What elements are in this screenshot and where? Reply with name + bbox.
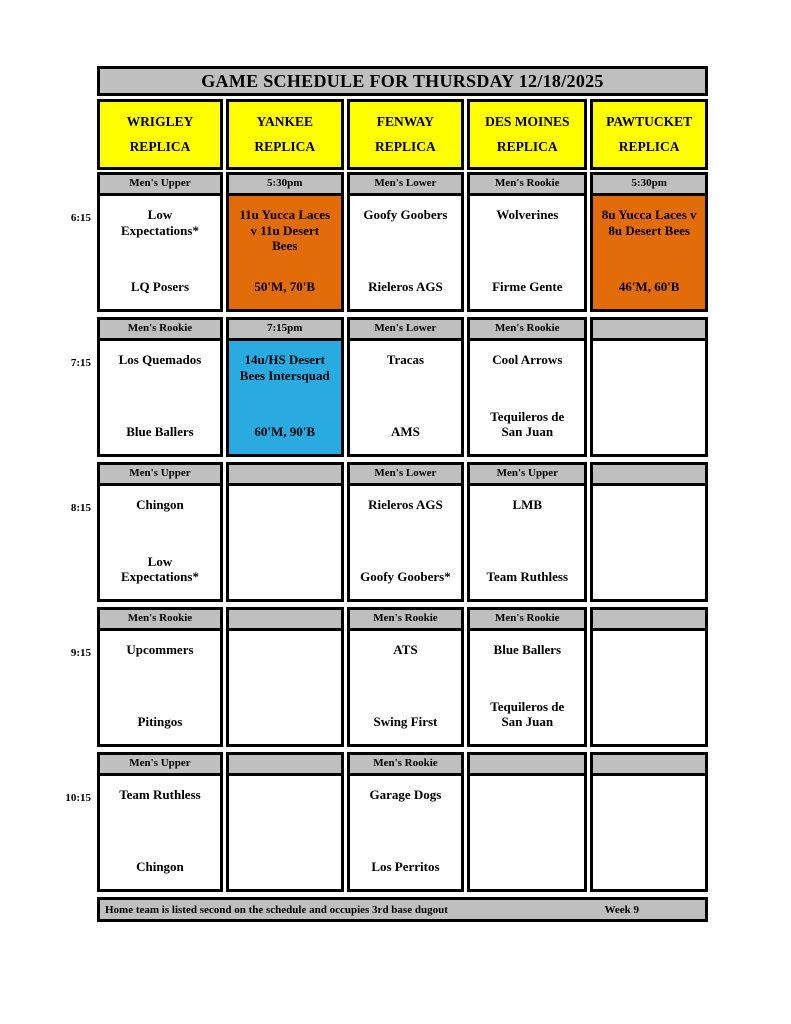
game-block	[467, 607, 587, 747]
empty-game-cell	[229, 631, 341, 744]
division-strip: Men's Lower	[350, 175, 462, 196]
division-strip: Men's Rookie	[470, 610, 584, 631]
empty-strip	[593, 610, 705, 631]
schedule-table	[65, 66, 708, 922]
empty-strip	[593, 465, 705, 486]
game-block	[347, 317, 465, 457]
game-cell	[350, 196, 462, 309]
field-type: REPLICA	[254, 138, 316, 154]
game-row-615	[70, 172, 708, 312]
game-cell	[100, 196, 220, 309]
game-block	[467, 317, 587, 457]
game-block	[590, 462, 708, 602]
game-block	[97, 172, 223, 312]
game-cell	[100, 631, 220, 744]
home-team-label: Chingon	[136, 859, 184, 875]
empty-game-cell	[593, 631, 705, 744]
game-block	[97, 752, 223, 892]
game-row-915	[70, 607, 708, 747]
division-strip: Men's Rookie	[470, 320, 584, 341]
game-block	[97, 462, 223, 602]
matchup-label: 8u Yucca Laces v 8u Desert Bees	[601, 207, 697, 238]
empty-game-cell	[593, 486, 705, 599]
game-block	[347, 462, 465, 602]
game-cell	[350, 341, 462, 454]
away-team-label: Los Quemados	[118, 352, 202, 367]
row-time-label: 10:15	[65, 792, 91, 804]
division-strip: Men's Upper	[100, 755, 220, 776]
away-team-label: ATS	[393, 642, 418, 657]
game-cell	[350, 776, 462, 889]
game-block	[590, 172, 708, 312]
game-block	[590, 317, 708, 457]
matchup-label: 14u/HS Desert Bees Intersquad	[239, 352, 330, 383]
field-type: REPLICA	[375, 138, 436, 154]
game-cell	[229, 196, 341, 309]
game-cell	[229, 341, 341, 454]
away-team-label: Team Ruthless	[119, 787, 201, 802]
field-name: PAWTUCKET	[606, 114, 693, 130]
game-cell	[470, 341, 584, 454]
footer-bar	[97, 897, 708, 922]
game-block	[467, 172, 587, 312]
away-team-label: Chingon	[136, 497, 184, 512]
away-team-label: Tracas	[386, 352, 425, 367]
game-block	[97, 607, 223, 747]
field-name: YANKEE	[256, 114, 314, 130]
field-header-yankee	[226, 99, 344, 170]
game-block	[590, 752, 708, 892]
home-team-label: Tequileros de San Juan	[490, 408, 565, 440]
away-team-label: Rieleros AGS	[368, 497, 443, 512]
game-block	[226, 752, 344, 892]
field-name: WRIGLEY	[126, 114, 194, 130]
away-team-label: Cool Arrows	[492, 352, 563, 367]
row-time-label: 7:15	[70, 357, 91, 369]
field-type: REPLICA	[496, 138, 558, 154]
empty-game-cell	[229, 486, 341, 599]
away-team-label: Goofy Goobers	[363, 207, 448, 222]
game-cell	[470, 486, 584, 599]
home-team-label: Team Ruthless	[486, 569, 569, 585]
empty-strip	[229, 610, 341, 631]
game-cell	[350, 486, 462, 599]
division-strip: Men's Rookie	[350, 610, 462, 631]
home-team-label: AMS	[390, 424, 420, 440]
home-team-label: Pitingos	[137, 714, 183, 730]
home-team-note: Home team is listed second on the schedule and occupies 3rd base dugout	[105, 903, 448, 916]
field-header-wrigley	[97, 99, 223, 170]
empty-strip	[229, 465, 341, 486]
field-dimensions-label: 50'M, 70'B	[254, 279, 316, 295]
field-dimensions-label: 46'M, 60'B	[618, 279, 680, 295]
division-strip: Men's Upper	[470, 465, 584, 486]
time-strip: 7:15pm	[229, 320, 341, 341]
field-name: FENWAY	[376, 114, 435, 130]
time-strip: 5:30pm	[593, 175, 705, 196]
home-team-label: Rieleros AGS	[368, 279, 443, 295]
game-cell	[100, 776, 220, 889]
game-block	[226, 462, 344, 602]
game-cell	[470, 196, 584, 309]
home-team-label: Goofy Goobers*	[360, 569, 451, 585]
division-strip: Men's Lower	[350, 465, 462, 486]
game-block	[467, 752, 587, 892]
game-block	[347, 172, 465, 312]
field-dimensions-label: 60'M, 90'B	[254, 424, 316, 440]
game-cell	[100, 486, 220, 599]
empty-strip	[229, 755, 341, 776]
row-time-label: 6:15	[70, 212, 91, 224]
home-team-label: Los Perritos	[371, 859, 440, 875]
empty-strip	[470, 755, 584, 776]
division-strip: Men's Rookie	[100, 610, 220, 631]
field-type: REPLICA	[129, 138, 191, 154]
game-block	[347, 752, 465, 892]
field-header-fenway	[347, 99, 465, 170]
home-team-label: Low Expectations*	[120, 553, 199, 585]
row-time-label: 8:15	[70, 502, 91, 514]
away-team-label: Wolverines	[496, 207, 559, 222]
home-team-label: Swing First	[373, 714, 438, 730]
empty-game-cell	[229, 776, 341, 889]
game-row-815	[70, 462, 708, 602]
game-block	[97, 317, 223, 457]
division-strip: Men's Rookie	[350, 755, 462, 776]
game-row-1015	[65, 752, 708, 892]
game-cell	[593, 196, 705, 309]
home-team-label: Blue Ballers	[126, 424, 194, 440]
row-time-label: 9:15	[70, 647, 91, 659]
game-block	[590, 607, 708, 747]
empty-game-cell	[593, 776, 705, 889]
away-team-label: Blue Ballers	[493, 642, 562, 657]
field-header-row	[97, 99, 708, 170]
field-type: REPLICA	[618, 138, 680, 154]
game-cell	[350, 631, 462, 744]
empty-game-cell	[593, 341, 705, 454]
game-block	[347, 607, 465, 747]
field-name: DES MOINES	[485, 114, 570, 130]
away-team-label: Upcommers	[126, 642, 194, 657]
away-team-label: Garage Dogs	[369, 787, 442, 802]
game-block	[226, 172, 344, 312]
empty-strip	[593, 320, 705, 341]
field-header-des-moines	[467, 99, 587, 170]
home-team-label: Tequileros de San Juan	[490, 698, 565, 730]
game-cell	[470, 631, 584, 744]
game-block	[226, 607, 344, 747]
division-strip: Men's Upper	[100, 465, 220, 486]
empty-game-cell	[470, 776, 584, 889]
division-strip: Men's Rookie	[470, 175, 584, 196]
field-header-pawtucket	[590, 99, 708, 170]
away-team-label: Low Expectations*	[120, 207, 199, 238]
week-label: Week 9	[604, 903, 639, 916]
division-strip: Men's Upper	[100, 175, 220, 196]
page-title: GAME SCHEDULE FOR THURSDAY 12/18/2025	[97, 66, 708, 96]
game-block	[467, 462, 587, 602]
time-strip: 5:30pm	[229, 175, 341, 196]
game-row-715	[70, 317, 708, 457]
division-strip: Men's Rookie	[100, 320, 220, 341]
division-strip: Men's Lower	[350, 320, 462, 341]
matchup-label: 11u Yucca Laces v 11u Desert Bees	[239, 207, 331, 254]
game-block	[226, 317, 344, 457]
away-team-label: LMB	[512, 497, 543, 512]
home-team-label: Firme Gente	[492, 279, 563, 295]
home-team-label: LQ Posers	[130, 279, 190, 295]
empty-strip	[593, 755, 705, 776]
game-cell	[100, 341, 220, 454]
